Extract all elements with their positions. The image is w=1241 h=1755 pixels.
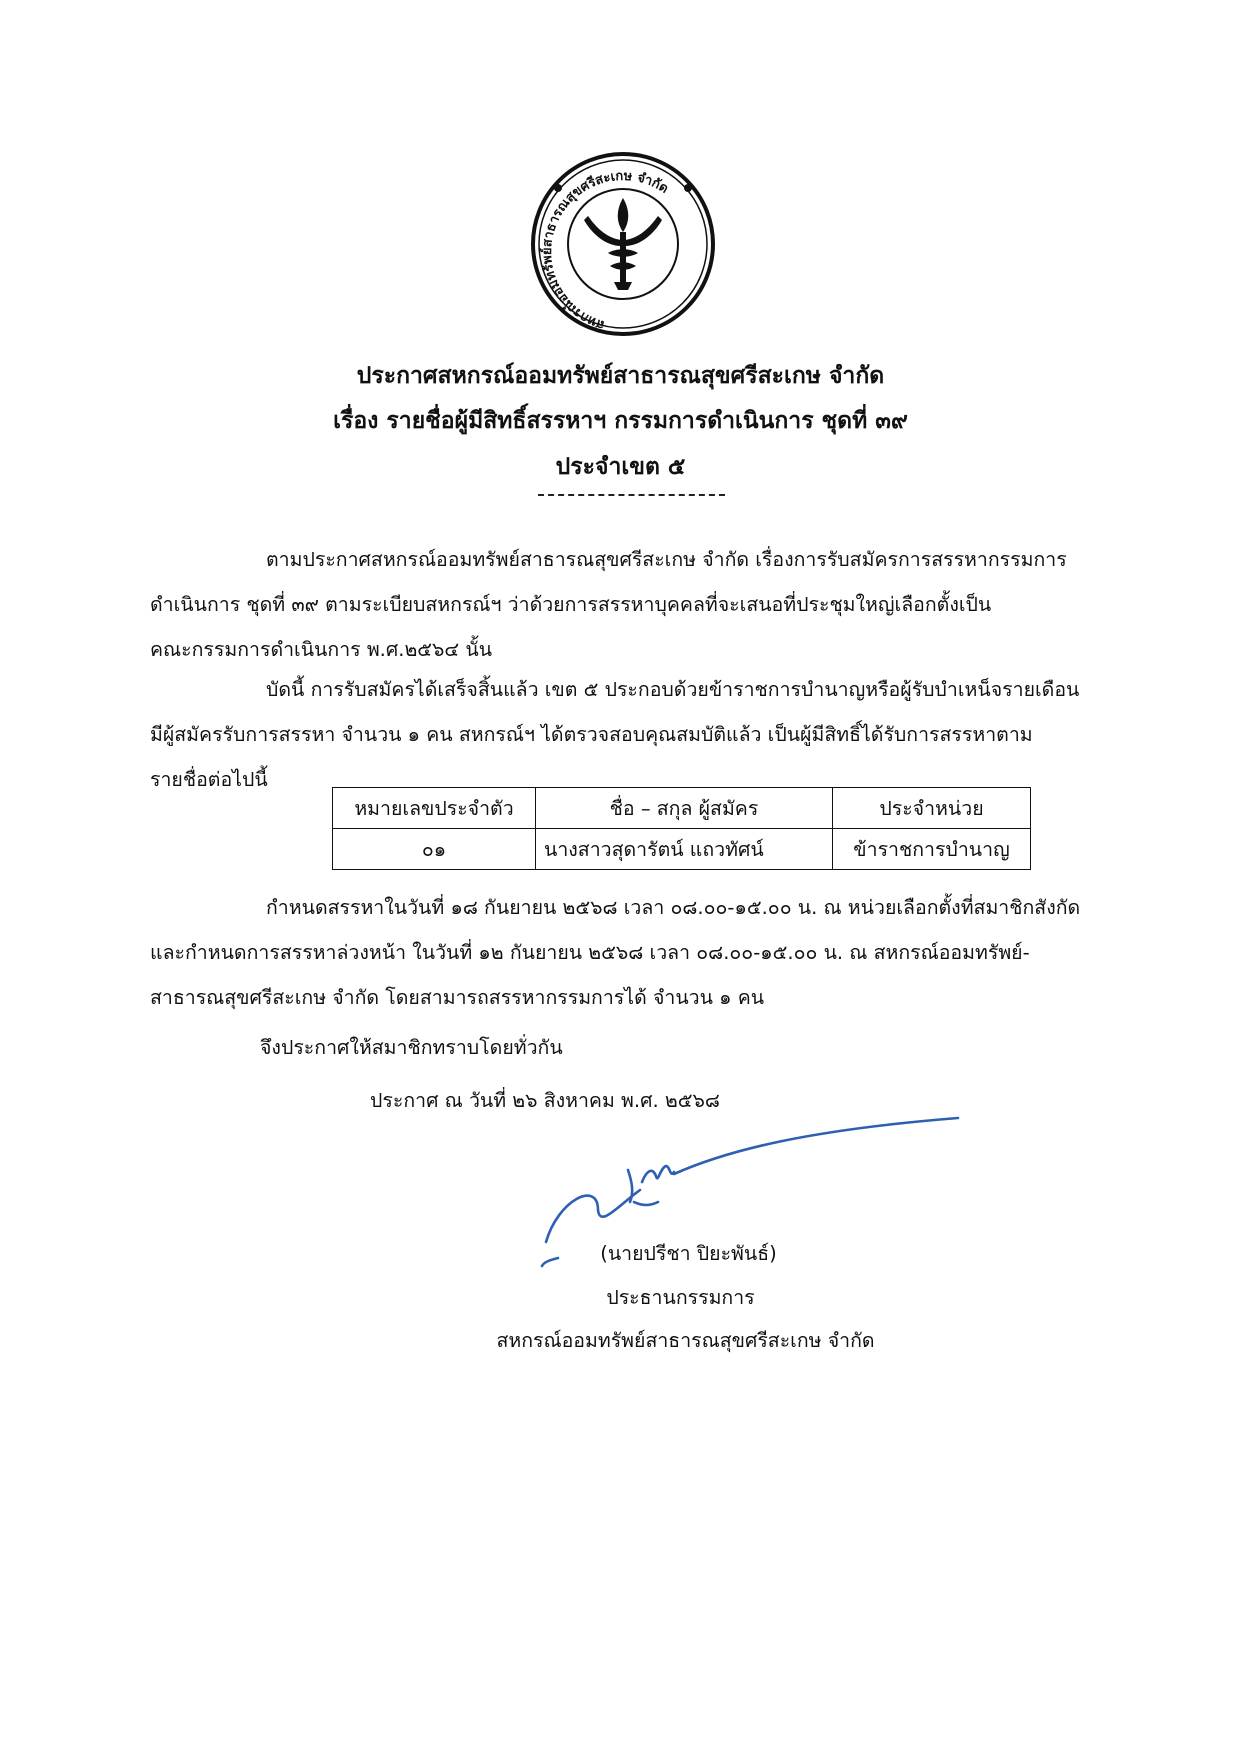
svg-text:สหกรณ์ออมทรัพย์สาธารณสุขศรีสะเ: สหกรณ์ออมทรัพย์สาธารณสุขศรีสะเกษ จำกัด [539,168,671,333]
signer-organization: สหกรณ์ออมทรัพย์สาธารณสุขศรีสะเกษ จำกัด [496,1329,875,1352]
cell-name: นางสาวสุดารัตน์ แถวทัศน์ [536,829,833,870]
cooperative-seal-logo [528,148,718,340]
paragraph-line: สาธารณสุขศรีสะเกษ จำกัด โดยสามารถสรรหากรรมการได้ จำนวน ๑ คน [150,986,765,1009]
paragraph-line: กำหนดสรรหาในวันที่ ๑๘ กันยายน ๒๕๖๘ เวลา ๐๘.๐๐-๑๕.๐๐ น. ณ หน่วยเลือกตั้งที่สมาชิกสังกัด [266,896,1081,919]
candidate-table [332,787,1031,870]
paragraph-line: ดำเนินการ ชุดที่ ๓๙ ตามระเบียบสหกรณ์ฯ ว่าด้วยการสรรหาบุคคลที่จะเสนอที่ประชุมใหญ่เลือกตั้งเป็น [150,593,992,616]
announcement-subject: เรื่อง รายชื่อผู้มีสิทธิ์สรรหาฯ กรรมการดำเนินการ ชุดที่ ๓๙ [333,408,908,434]
header-name: ชื่อ – สกุล ผู้สมัคร [536,788,833,829]
table-header-row [333,788,1031,829]
paragraph-reference [150,537,1120,672]
emblem-icon [584,198,662,290]
paragraph-line: บัดนี้ การรับสมัครได้เสร็จสิ้นแล้ว เขต ๕ ประกอบด้วยข้าราชการบำนาญหรือผู้รับบำเหน็จรายเดือน [266,678,1080,701]
paragraph-line: และกำหนดการสรรหาล่วงหน้า ในวันที่ ๑๒ กันยายน ๒๕๖๘ เวลา ๐๘.๐๐-๑๕.๐๐ น. ณ สหกรณ์ออมทรัพย์- [150,941,1030,964]
title-divider [538,494,725,496]
signer-position: ประธานกรรมการ [606,1286,755,1309]
announcement-title: ประกาศสหกรณ์ออมทรัพย์สาธารณสุขศรีสะเกษ จำกัด [356,363,885,389]
paragraph-line: ตามประกาศสหกรณ์ออมทรัพย์สาธารณสุขศรีสะเกษ จำกัด เรื่องการรับสมัครการสรรหากรรมการ [266,548,1067,571]
paragraph-line: จึงประกาศให้สมาชิกทราบโดยทั่วกัน [260,1036,563,1059]
announcement-date: ประกาศ ณ วันที่ ๒๖ สิงหาคม พ.ศ. ๒๕๖๘ [370,1089,720,1112]
header-id: หมายเลขประจำตัว [333,788,536,829]
announcement-zone: ประจำเขต ๕ [555,454,686,480]
paragraph-line: คณะกรรมการดำเนินการ พ.ศ.๒๕๖๔ นั้น [150,638,493,661]
table-row [333,829,1031,870]
paragraph-line: มีผู้สมัครรับการสรรหา จำนวน ๑ คน สหกรณ์ฯ ได้ตรวจสอบคุณสมบัติแล้ว เป็นผู้มีสิทธิ์ได้รับการสรรหาตาม [150,723,1033,746]
paragraph-applicants [150,667,1120,802]
signer-name: (นายปรีชา ปิยะพันธ์) [600,1242,777,1265]
header-unit: ประจำหน่วย [833,788,1031,829]
paragraph-schedule [150,885,1120,1020]
paragraph-closing [150,1025,1120,1070]
paragraph-line: รายชื่อต่อไปนี้ [150,768,268,791]
cell-unit: ข้าราชการบำนาญ [833,829,1031,870]
cell-id: ๐๑ [333,829,536,870]
